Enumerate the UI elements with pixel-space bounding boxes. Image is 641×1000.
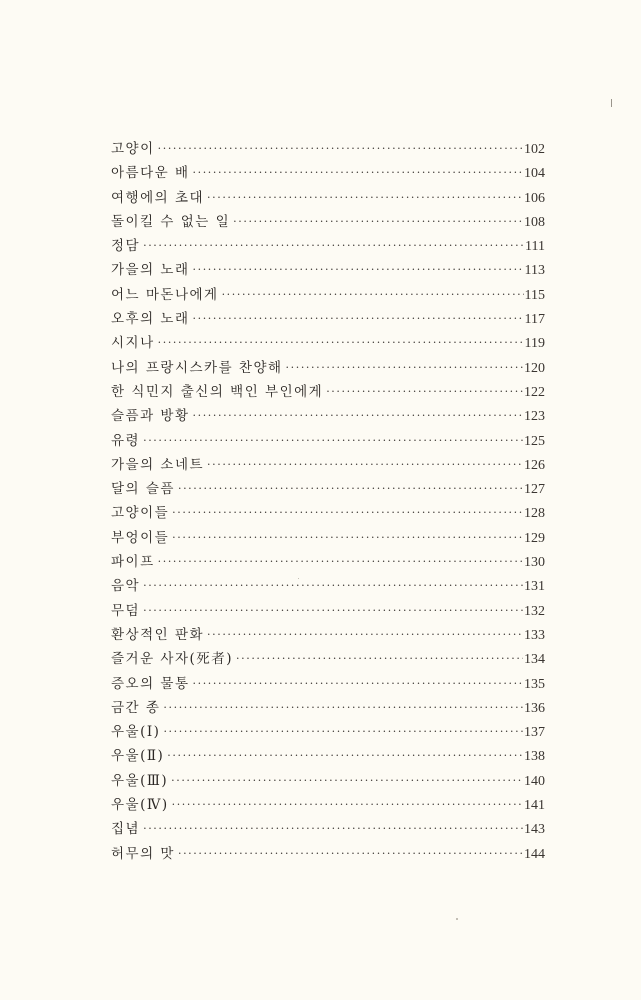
toc-entry bbox=[111, 429, 545, 453]
toc-entry bbox=[111, 599, 545, 623]
toc-page-number: 115 bbox=[524, 287, 545, 303]
toc-page-number: 141 bbox=[524, 798, 545, 814]
toc-entry bbox=[111, 842, 545, 866]
toc-title: 고양이들 bbox=[111, 505, 170, 522]
page-mark bbox=[611, 99, 612, 107]
table-of-contents bbox=[111, 137, 545, 866]
toc-title: 슬픔과 방황 bbox=[111, 408, 190, 425]
toc-title: 한 식민지 출신의 백인 부인에게 bbox=[111, 383, 324, 400]
speck bbox=[456, 918, 458, 920]
toc-entry bbox=[111, 137, 545, 161]
dot-leader bbox=[193, 307, 524, 331]
toc-title: 우울(Ⅰ) bbox=[111, 724, 161, 741]
toc-title: 음악 bbox=[111, 578, 141, 595]
toc-title: 금간 종 bbox=[111, 699, 161, 716]
dot-leader bbox=[143, 234, 524, 258]
toc-title: 가을의 노래 bbox=[111, 262, 190, 279]
toc-page-number: 140 bbox=[524, 773, 545, 789]
toc-page-number: 133 bbox=[524, 627, 545, 643]
toc-entry bbox=[111, 234, 545, 258]
toc-title: 아름다운 배 bbox=[111, 165, 190, 182]
dot-leader bbox=[143, 599, 523, 623]
toc-entry bbox=[111, 331, 545, 355]
toc-entry bbox=[111, 258, 545, 282]
dot-leader bbox=[158, 550, 523, 574]
dot-leader bbox=[158, 137, 523, 161]
toc-entry bbox=[111, 477, 545, 501]
toc-title: 증오의 물통 bbox=[111, 675, 190, 692]
toc-title: 우울(Ⅲ) bbox=[111, 772, 169, 789]
dot-leader bbox=[172, 501, 523, 525]
dot-leader bbox=[207, 453, 523, 477]
toc-page-number: 135 bbox=[524, 676, 545, 692]
toc-entry bbox=[111, 696, 545, 720]
toc-title: 환상적인 판화 bbox=[111, 626, 205, 643]
toc-page-number: 108 bbox=[524, 214, 545, 230]
toc-title: 정담 bbox=[111, 238, 141, 255]
toc-entry bbox=[111, 672, 545, 696]
dot-leader bbox=[172, 526, 523, 550]
toc-title: 여행에의 초대 bbox=[111, 189, 205, 206]
toc-entry bbox=[111, 526, 545, 550]
toc-title: 우울(Ⅳ) bbox=[111, 797, 169, 814]
dot-leader bbox=[233, 210, 523, 234]
dot-leader bbox=[171, 769, 523, 793]
toc-page-number: 138 bbox=[524, 749, 545, 765]
dot-leader bbox=[163, 696, 523, 720]
toc-entry bbox=[111, 283, 545, 307]
toc-entry bbox=[111, 793, 545, 817]
toc-title: 허무의 맛 bbox=[111, 845, 175, 862]
toc-entry bbox=[111, 404, 545, 428]
toc-title: 유령 bbox=[111, 432, 141, 449]
toc-entry bbox=[111, 210, 545, 234]
toc-entry bbox=[111, 574, 545, 598]
toc-page-number: 134 bbox=[524, 652, 545, 668]
toc-title: 부엉이들 bbox=[111, 529, 170, 546]
toc-title: 달의 슬픔 bbox=[111, 481, 175, 498]
toc-page-number: 123 bbox=[524, 409, 545, 425]
dot-leader bbox=[143, 817, 523, 841]
toc-page-number: 131 bbox=[524, 579, 545, 595]
dot-leader bbox=[207, 186, 523, 210]
toc-title: 가을의 소네트 bbox=[111, 456, 205, 473]
toc-entry bbox=[111, 380, 545, 404]
toc-entry bbox=[111, 744, 545, 768]
dot-leader bbox=[143, 574, 523, 598]
toc-title: 우울(Ⅱ) bbox=[111, 748, 165, 765]
toc-title: 돌이킬 수 없는 일 bbox=[111, 213, 231, 230]
toc-entry bbox=[111, 453, 545, 477]
toc-entry bbox=[111, 769, 545, 793]
toc-page-number: 127 bbox=[524, 482, 545, 498]
toc-page-number: 125 bbox=[524, 433, 545, 449]
toc-entry bbox=[111, 186, 545, 210]
toc-entry bbox=[111, 550, 545, 574]
toc-page-number: 137 bbox=[524, 725, 545, 741]
toc-page-number: 120 bbox=[524, 360, 545, 376]
dot-leader bbox=[193, 404, 524, 428]
toc-page-number: 132 bbox=[524, 603, 545, 619]
toc-title: 집념 bbox=[111, 821, 141, 838]
toc-page-number: 136 bbox=[524, 700, 545, 716]
dot-leader bbox=[193, 161, 524, 185]
toc-entry bbox=[111, 623, 545, 647]
dot-leader bbox=[167, 744, 523, 768]
dot-leader bbox=[222, 283, 524, 307]
dot-leader bbox=[286, 356, 523, 380]
toc-title: 나의 프랑시스카를 찬양해 bbox=[111, 359, 283, 376]
toc-page-number: 122 bbox=[524, 384, 545, 400]
dot-leader bbox=[193, 672, 524, 696]
toc-page-number: 126 bbox=[524, 457, 545, 473]
dot-leader bbox=[207, 623, 523, 647]
toc-entry bbox=[111, 307, 545, 331]
dot-leader bbox=[158, 331, 524, 355]
toc-entry bbox=[111, 817, 545, 841]
toc-title: 고양이 bbox=[111, 141, 155, 157]
dot-leader bbox=[178, 477, 523, 501]
toc-entry bbox=[111, 501, 545, 525]
toc-page-number: 111 bbox=[525, 239, 545, 255]
toc-title: 파이프 bbox=[111, 554, 155, 571]
toc-title: 오후의 노래 bbox=[111, 311, 190, 328]
toc-page-number: 129 bbox=[524, 530, 545, 546]
toc-title: 무덤 bbox=[111, 602, 141, 619]
toc-page-number: 104 bbox=[524, 166, 545, 182]
toc-page-number: 143 bbox=[524, 822, 545, 838]
dot-leader bbox=[178, 842, 523, 866]
toc-page-number: 106 bbox=[524, 190, 545, 206]
dot-leader bbox=[172, 793, 523, 817]
toc-entry bbox=[111, 647, 545, 671]
toc-title: 시지나 bbox=[111, 335, 155, 352]
toc-title: 즐거운 사자(死者) bbox=[111, 651, 234, 668]
dot-leader bbox=[236, 647, 523, 671]
toc-page-number: 119 bbox=[524, 336, 545, 352]
toc-entry bbox=[111, 161, 545, 185]
toc-page-number: 144 bbox=[524, 846, 545, 862]
dot-leader bbox=[163, 720, 523, 744]
toc-entry bbox=[111, 720, 545, 744]
toc-page-number: 113 bbox=[524, 263, 545, 279]
dot-leader bbox=[193, 258, 524, 282]
toc-page-number: 128 bbox=[524, 506, 545, 522]
toc-page-number: 117 bbox=[524, 312, 545, 328]
toc-title: 어느 마돈나에게 bbox=[111, 286, 219, 303]
dot-leader bbox=[143, 429, 523, 453]
toc-entry bbox=[111, 356, 545, 380]
toc-page-number: 102 bbox=[524, 142, 545, 157]
dot-leader bbox=[326, 380, 523, 404]
toc-page-number: 130 bbox=[524, 555, 545, 571]
